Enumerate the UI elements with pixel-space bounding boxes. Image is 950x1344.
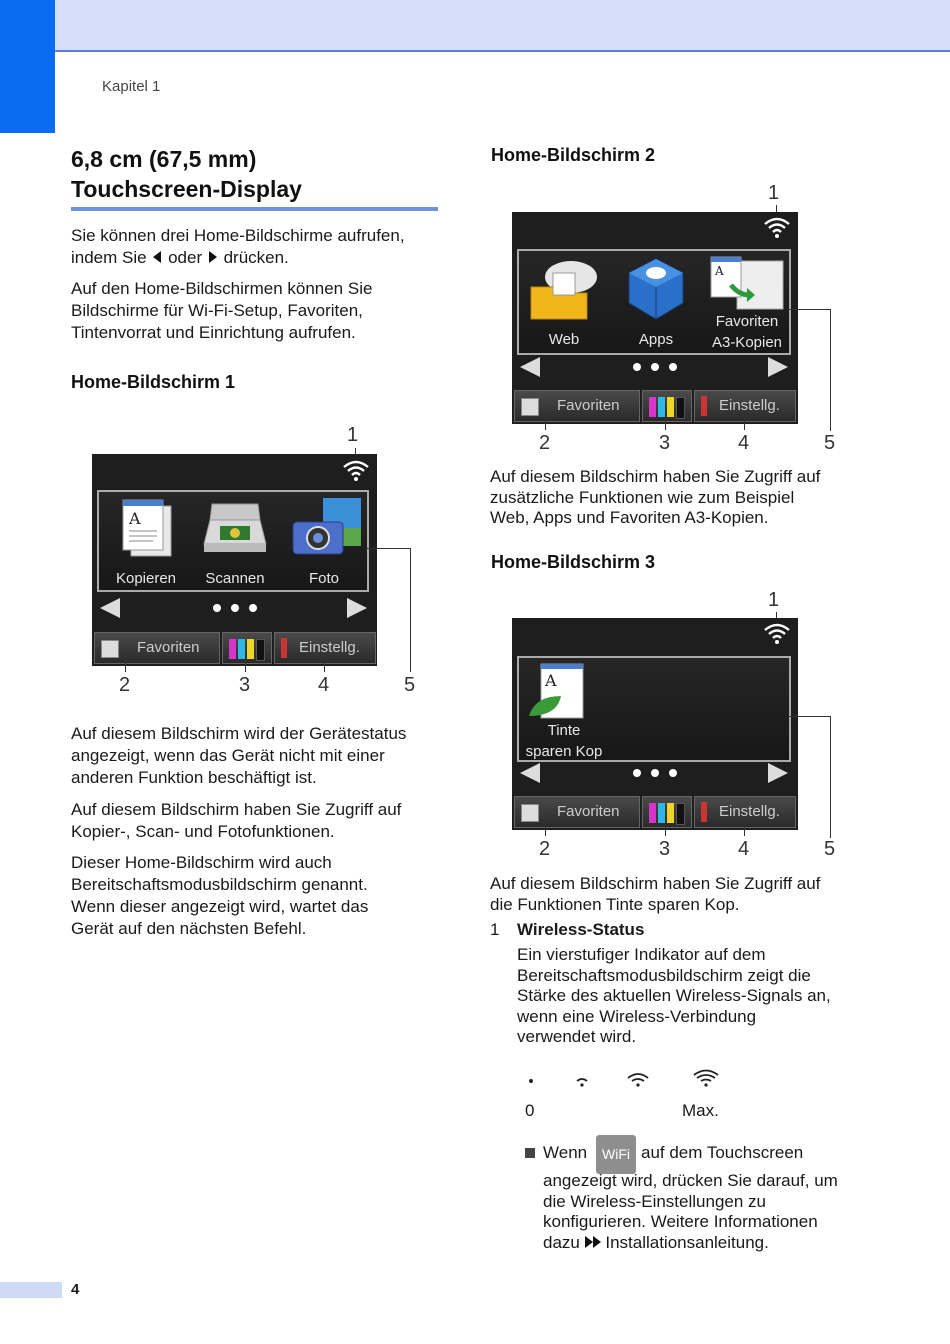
home2-description xyxy=(490,467,930,529)
callout-line xyxy=(665,418,666,430)
app-label-line1: Favoriten xyxy=(715,313,779,330)
wifi-icon[interactable] xyxy=(342,458,370,482)
apps-cube-icon xyxy=(625,257,687,321)
callout-line xyxy=(245,660,246,672)
home1-app-panel xyxy=(97,490,369,592)
text-line: angezeigt, wenn das Gerät nicht mit einer xyxy=(71,746,385,765)
ink-magenta xyxy=(649,803,656,823)
settings-label: Einstellg. xyxy=(299,639,360,656)
wifi-signal-2-icon xyxy=(625,1070,651,1088)
ink-button[interactable] xyxy=(642,796,692,828)
favorites-icon xyxy=(521,804,539,822)
callout-line xyxy=(665,824,666,836)
home3-description xyxy=(490,874,930,915)
intro-text: oder xyxy=(168,248,203,267)
reference-link[interactable]: Installationsanleitung. xyxy=(605,1232,769,1252)
text-line: Kopier-, Scan- und Fotofunktionen. xyxy=(71,822,335,841)
intro-line: Sie können drei Home-Bildschirme aufrufen, xyxy=(71,226,405,245)
callout-4: 4 xyxy=(318,674,330,696)
settings-button[interactable] xyxy=(274,632,376,664)
double-arrow-icon xyxy=(585,1233,601,1254)
section-title-line2: Touchscreen-Display xyxy=(71,176,302,202)
svg-text:A: A xyxy=(129,509,141,528)
next-screen-arrow[interactable] xyxy=(768,763,788,783)
intro-line: Tintenvorrat und Einrichtung aufrufen. xyxy=(71,323,356,342)
callout-2: 2 xyxy=(539,838,551,860)
callout-line xyxy=(830,716,831,838)
ink-button[interactable] xyxy=(642,390,692,422)
app-label-line1: Tinte xyxy=(547,722,581,739)
callout-line xyxy=(125,660,126,672)
left-triangle-icon xyxy=(153,251,161,263)
home3-app-panel xyxy=(517,656,791,762)
footer-bar xyxy=(0,1282,62,1298)
callout-1: 1 xyxy=(768,182,780,204)
text-line: Bereitschaftsmodusbildschirm zeigt die xyxy=(517,965,811,985)
text-line: Stärke des aktuellen Wireless-Signals an, xyxy=(517,986,831,1005)
wifi-signal-1-icon xyxy=(572,1072,592,1088)
app-scannen[interactable] xyxy=(194,496,276,590)
callout-5: 5 xyxy=(824,432,836,454)
callout-line xyxy=(744,418,745,430)
callout-1: 1 xyxy=(347,424,359,446)
intro-text: drücken. xyxy=(223,248,289,267)
callout-4: 4 xyxy=(738,838,750,860)
favorites-button[interactable] xyxy=(514,796,640,828)
ink-magenta xyxy=(649,397,656,417)
callout-2: 2 xyxy=(539,432,551,454)
home3-screen xyxy=(512,618,798,830)
callout-line xyxy=(830,309,831,431)
text-line: konfigurieren. Weitere Informationen xyxy=(543,1212,818,1231)
app-tinte-sparen-kop[interactable] xyxy=(521,662,607,760)
text-line: Bereitschaftsmodusbildschirm genannt. xyxy=(71,875,368,894)
next-screen-arrow[interactable] xyxy=(347,598,367,618)
text-line: wenn eine Wireless-Verbindung xyxy=(517,1006,757,1026)
callout-3: 3 xyxy=(659,432,671,454)
header-band xyxy=(0,0,950,52)
legend-item-title: Wireless-Status xyxy=(517,920,645,939)
callout-4: 4 xyxy=(738,432,750,454)
callout-line xyxy=(545,824,546,836)
text-line: Auf diesem Bildschirm haben Sie Zugriff auf xyxy=(490,467,821,486)
wifi-button-icon: WiFi xyxy=(596,1135,636,1174)
home1-description xyxy=(71,723,451,789)
svg-text:A: A xyxy=(715,264,724,278)
app-label: Scannen xyxy=(205,570,265,587)
app-foto[interactable] xyxy=(283,496,365,590)
section-title-line1: 6,8 cm (67,5 mm) xyxy=(71,146,257,172)
section-title xyxy=(71,144,441,204)
text-line: die Funktionen Tinte sparen Kop. xyxy=(490,894,740,914)
text-line: verwendet wird. xyxy=(517,1027,637,1046)
callout-3: 3 xyxy=(239,674,251,696)
settings-button[interactable] xyxy=(694,390,796,422)
home2-app-panel xyxy=(517,249,791,355)
page-indicator-dot xyxy=(633,769,641,777)
ink-black xyxy=(676,803,685,825)
callout-1: 1 xyxy=(768,589,780,611)
page-number: 4 xyxy=(71,1281,80,1298)
text-line: Dieser Home-Bildschirm wird auch xyxy=(71,853,332,872)
bullet-text-post: auf dem Touchscreen xyxy=(641,1143,804,1162)
signal-max-label: Max. xyxy=(682,1101,719,1120)
page-indicator-dot xyxy=(213,604,221,612)
callout-line xyxy=(788,716,830,717)
ink-black xyxy=(676,397,685,419)
wifi-signal-0-icon xyxy=(524,1072,538,1088)
wifi-signal-3-icon xyxy=(692,1068,720,1088)
page-indicator-dot xyxy=(633,363,641,371)
callout-line xyxy=(410,548,411,672)
home1-description-3 xyxy=(71,852,451,940)
intro-paragraph-1 xyxy=(71,225,451,269)
chapter-label: Kapitel 1 xyxy=(102,78,161,95)
favorites-button[interactable] xyxy=(94,632,220,664)
home1-heading: Home-Bildschirm 1 xyxy=(71,372,236,392)
ink-yellow xyxy=(667,397,674,417)
svg-text:A: A xyxy=(545,671,557,690)
chapter-tab xyxy=(0,0,55,133)
settings-icon xyxy=(701,396,707,416)
favorites-label: Favoriten xyxy=(137,639,200,656)
ink-yellow xyxy=(667,803,674,823)
title-rule xyxy=(71,207,438,211)
settings-label: Einstellg. xyxy=(719,803,780,820)
copy-icon xyxy=(117,498,179,560)
page-indicator-dot xyxy=(231,604,239,612)
text-line: Auf diesem Bildschirm wird der Gerätestatus xyxy=(71,724,407,743)
next-screen-arrow[interactable] xyxy=(768,357,788,377)
callout-line xyxy=(366,548,410,549)
intro-text: indem Sie xyxy=(71,248,147,267)
text-line: zusätzliche Funktionen wie zum Beispiel xyxy=(490,487,795,507)
camera-icon xyxy=(291,498,363,560)
app-favoriten-a3[interactable] xyxy=(705,255,789,351)
favorites-label: Favoriten xyxy=(557,397,620,414)
home1-description-2 xyxy=(71,799,451,843)
text-line: Gerät auf den nächsten Befehl. xyxy=(71,919,307,938)
page-indicator-dot xyxy=(651,363,659,371)
wifi-icon[interactable] xyxy=(763,621,791,645)
callout-5: 5 xyxy=(824,838,836,860)
app-label: Apps xyxy=(638,331,674,348)
text-line: Ein vierstufiger Indikator auf dem xyxy=(517,945,766,964)
ink-cyan xyxy=(658,397,665,417)
favorites-icon xyxy=(101,640,119,658)
bullet-text-pre: Wenn xyxy=(543,1143,588,1162)
page-indicator-dot xyxy=(249,604,257,612)
text-line-reference xyxy=(543,1233,943,1254)
page-indicator-dot xyxy=(669,363,677,371)
settings-icon xyxy=(281,638,287,658)
ink-yellow xyxy=(247,639,254,659)
callout-line xyxy=(324,660,325,672)
home2-heading: Home-Bildschirm 2 xyxy=(491,145,656,165)
favorites-button[interactable] xyxy=(514,390,640,422)
a3-copy-icon xyxy=(709,255,785,311)
callout-2: 2 xyxy=(119,674,131,696)
signal-min-label: 0 xyxy=(525,1101,535,1120)
settings-button[interactable] xyxy=(694,796,796,828)
app-apps[interactable] xyxy=(615,255,697,351)
callout-5: 5 xyxy=(404,674,416,696)
ink-magenta xyxy=(229,639,236,659)
callout-line xyxy=(788,309,830,310)
app-label: Web xyxy=(548,331,580,348)
callout-line xyxy=(744,824,745,836)
previous-screen-arrow[interactable] xyxy=(520,763,540,783)
text-line: Web, Apps und Favoriten A3-Kopien. xyxy=(490,508,769,527)
favorites-label: Favoriten xyxy=(557,803,620,820)
home3-heading: Home-Bildschirm 3 xyxy=(491,552,656,572)
bullet-marker xyxy=(525,1148,535,1158)
previous-screen-arrow[interactable] xyxy=(100,598,120,618)
app-label: Foto xyxy=(308,570,339,587)
app-label: Kopieren xyxy=(115,570,177,587)
intro-paragraph-2 xyxy=(71,278,451,344)
ink-button[interactable] xyxy=(222,632,272,664)
home2-screen xyxy=(512,212,798,424)
text-line: die Wireless-Einstellungen zu xyxy=(543,1191,766,1211)
ink-save-copy-icon xyxy=(527,662,589,722)
app-web[interactable] xyxy=(523,255,605,351)
settings-label: Einstellg. xyxy=(719,397,780,414)
page-indicator-dot xyxy=(651,769,659,777)
text-line: angezeigt wird, drücken Sie darauf, um xyxy=(543,1171,838,1190)
favorites-icon xyxy=(521,398,539,416)
text-line: Auf diesem Bildschirm haben Sie Zugriff auf xyxy=(490,874,821,893)
reference-prefix: dazu xyxy=(543,1232,580,1252)
intro-line: Bildschirme für Wi-Fi-Setup, Favoriten, xyxy=(71,301,363,320)
right-triangle-icon xyxy=(209,251,217,263)
ink-black xyxy=(256,639,265,661)
ink-cyan xyxy=(658,803,665,823)
callout-3: 3 xyxy=(659,838,671,860)
text-line: anderen Funktion beschäftigt ist. xyxy=(71,768,317,787)
app-label-line2: sparen Kop xyxy=(525,743,603,760)
text-line: Wenn dieser angezeigt wird, wartet das xyxy=(71,897,369,916)
callout-line xyxy=(545,418,546,430)
ink-cyan xyxy=(238,639,245,659)
wifi-icon[interactable] xyxy=(763,215,791,239)
legend-item-text xyxy=(517,945,937,1048)
legend-item-number: 1 xyxy=(490,920,500,939)
home1-screen xyxy=(92,454,377,666)
scanner-icon xyxy=(202,500,268,560)
intro-line: Auf den Home-Bildschirmen können Sie xyxy=(71,279,373,298)
bullet-paragraph xyxy=(543,1171,943,1253)
web-folder-icon xyxy=(527,257,603,321)
app-label-line2: A3-Kopien xyxy=(711,334,783,351)
text-line: Auf diesem Bildschirm haben Sie Zugriff auf xyxy=(71,800,402,819)
previous-screen-arrow[interactable] xyxy=(520,357,540,377)
page-indicator-dot xyxy=(669,769,677,777)
settings-icon xyxy=(701,802,707,822)
intro-line-nav xyxy=(71,247,451,269)
app-kopieren[interactable] xyxy=(105,496,187,590)
